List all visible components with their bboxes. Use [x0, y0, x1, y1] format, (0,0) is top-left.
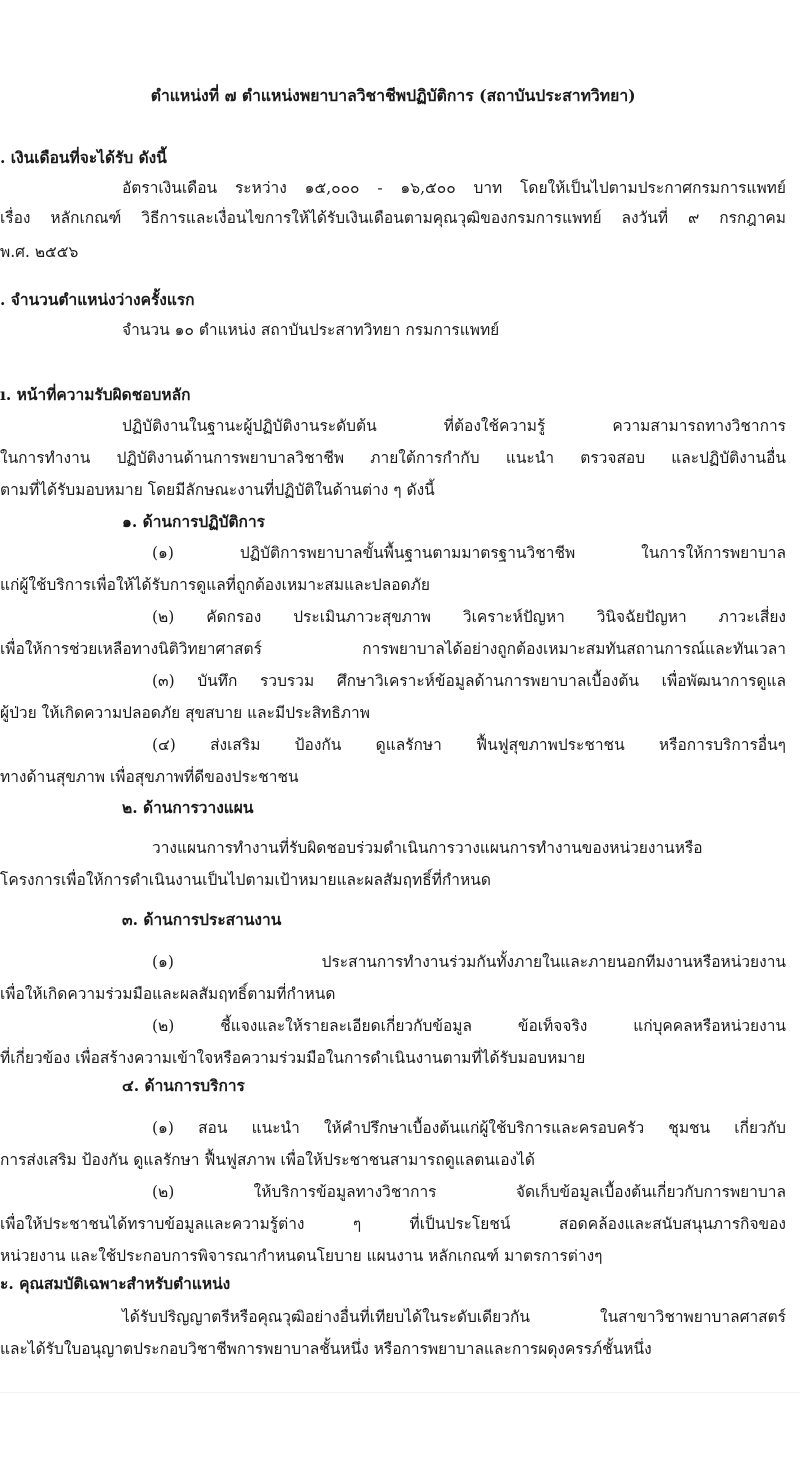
- duties-intro-line-3: ตามที่ได้รับมอบหมาย โดยมีลักษณะงานที่ปฏิบัติในด้านต่าง ๆ ดังนี้: [0, 481, 435, 499]
- service-line-3: (๒) ให้บริการข้อมูลทางวิชาการ จัดเก็บข้อมูลเบื้องต้นเกี่ยวกับการพยาบาล: [152, 1183, 786, 1201]
- service-line-5: หน่วยงาน และใช้ประกอบการพิจารณากำหนดนโยบาย แผนงาน หลักเกณฑ์ มาตรการต่างๆ: [0, 1247, 603, 1265]
- operations-line-1: (๑) ปฏิบัติการพยาบาลขั้นพื้นฐานตามมาตรฐานวิชาชีพ ในการให้การพยาบาล: [152, 544, 786, 562]
- operations-line-8: ทางด้านสุขภาพ เพื่อสุขภาพที่ดีของประชาชน: [0, 768, 299, 786]
- planning-line-1: วางแผนการทำงานที่รับผิดชอบร่วมดำเนินการวางแผนการทำงานของหน่วยงานหรือ: [152, 839, 703, 857]
- salary-line-3: พ.ศ. ๒๕๕๖: [0, 243, 79, 261]
- coordination-line-3: (๒) ชี้แจงและให้รายละเอียดเกี่ยวกับข้อมูล ข้อเท็จจริง แก่บุคคลหรือหน่วยงาน: [152, 1017, 786, 1035]
- planning-heading: ๒. ด้านการวางแผน: [122, 798, 254, 817]
- duties-intro-line-1: ปฏิบัติงานในฐานะผู้ปฏิบัติงานระดับต้น ที่ต้องใช้ความรู้ ความสามารถทางวิชาการ: [122, 417, 786, 435]
- coordination-line-2: เพื่อให้เกิดความร่วมมือและผลสัมฤทธิ์ตามที่กำหนด: [0, 985, 336, 1003]
- salary-heading: . เงินเดือนที่จะได้รับ ดังนี้: [0, 148, 167, 167]
- operations-line-4: เพื่อให้การช่วยเหลือทางนิติวิทยาศาสตร์ การพยาบาลได้อย่างถูกต้องเหมาะสมทันสถานการณ์และทันเวลา: [0, 640, 786, 658]
- coordination-heading: ๓. ด้านการประสานงาน: [122, 910, 282, 929]
- operations-line-2: แก่ผู้ใช้บริการเพื่อให้ได้รับการดูแลที่ถูกต้องเหมาะสมและปลอดภัย: [0, 576, 430, 594]
- salary-line-1: อัตราเงินเดือน ระหว่าง ๑๕,๐๐๐ - ๑๖,๕๐๐ บาท โดยให้เป็นไปตามประกาศกรมการแพทย์: [122, 179, 786, 197]
- operations-line-6: ผู้ป่วย ให้เกิดความปลอดภัย สุขสบาย และมีประสิทธิภาพ: [0, 704, 370, 722]
- duties-heading: ı. หน้าที่ความรับผิดชอบหลัก: [0, 385, 191, 404]
- operations-heading: ๑. ด้านการปฏิบัติการ: [122, 512, 265, 531]
- duties-intro-line-2: ในการทำงาน ปฏิบัติงานด้านการพยาบาลวิชาชีพ ภายใต้การกำกับ แนะนำ ตรวจสอบ และปฏิบัติงานอื่น: [0, 449, 786, 467]
- qualifications-heading: ะ. คุณสมบัติเฉพาะสำหรับตำแหน่ง: [0, 1274, 231, 1293]
- qualifications-line-1: ได้รับปริญญาตรีหรือคุณวุฒิอย่างอื่นที่เทียบได้ในระดับเดียวกัน ในสาขาวิชาพยาบาลศาสตร์: [122, 1308, 786, 1326]
- coordination-line-1: (๑) ประสานการทำงานร่วมกันทั้งภายในและภายนอกทีมงานหรือหน่วยงาน: [152, 953, 786, 971]
- operations-line-7: (๔) ส่งเสริม ป้องกัน ดูแลรักษา ฟื้นฟูสุขภาพประชาชน หรือการบริการอื่นๆ: [152, 736, 786, 754]
- operations-line-5: (๓) บันทึก รวบรวม ศึกษาวิเคราะห์ข้อมูลด้านการพยาบาลเบื้องต้น เพื่อพัฒนาการดูแล: [152, 672, 786, 690]
- operations-line-3: (๒) คัดกรอง ประเมินภาวะสุขภาพ วิเคราะห์ปัญหา วินิจฉัยปัญหา ภาวะเสี่ยง: [152, 608, 786, 626]
- service-line-4: เพื่อให้ประชาชนได้ทราบข้อมูลและความรู้ต่าง ๆ ที่เป็นประโยชน์ สอดคล้องและสนับสนุนภารกิจของ: [0, 1215, 786, 1233]
- service-line-1: (๑) สอน แนะนำ ให้คำปรึกษาเบื้องต้นแก่ผู้ใช้บริการและครอบครัว ชุมชน เกี่ยวกับ: [152, 1119, 786, 1137]
- page-title: ตำแหน่งที่ ๗ ตำแหน่งพยาบาลวิชาชีพปฏิบัติการ (สถาบันประสาทวิทยา): [150, 86, 636, 105]
- scan-edge-line: [0, 1392, 800, 1393]
- planning-line-2: โครงการเพื่อให้การดำเนินงานเป็นไปตามเป้าหมายและผลสัมฤทธิ์ที่กำหนด: [0, 871, 491, 889]
- qualifications-line-2: และได้รับใบอนุญาตประกอบวิชาชีพการพยาบาลชั้นหนึ่ง หรือการพยาบาลและการผดุงครรภ์ชั้นหนึ่ง: [0, 1340, 652, 1358]
- coordination-line-4: ที่เกี่ยวข้อง เพื่อสร้างความเข้าใจหรือความร่วมมือในการดำเนินงานตามที่ได้รับมอบหมาย: [0, 1049, 586, 1067]
- service-heading: ๔. ด้านการบริการ: [122, 1076, 245, 1095]
- salary-line-2: เรื่อง หลักเกณฑ์ วิธีการและเงื่อนไขการให้ได้รับเงินเดือนตามคุณวุฒิของกรมการแพทย์ ลงวันที่ ๙ กรกฎาคม: [0, 209, 786, 227]
- vacancies-line-1: จำนวน ๑๐ ตำแหน่ง สถาบันประสาทวิทยา กรมการแพทย์: [122, 321, 500, 339]
- vacancies-heading: . จำนวนตำแหน่งว่างครั้งแรก: [0, 290, 195, 309]
- service-line-2: การส่งเสริม ป้องกัน ดูแลรักษา ฟื้นฟูสภาพ เพื่อให้ประชาชนสามารถดูแลตนเองได้: [0, 1151, 535, 1169]
